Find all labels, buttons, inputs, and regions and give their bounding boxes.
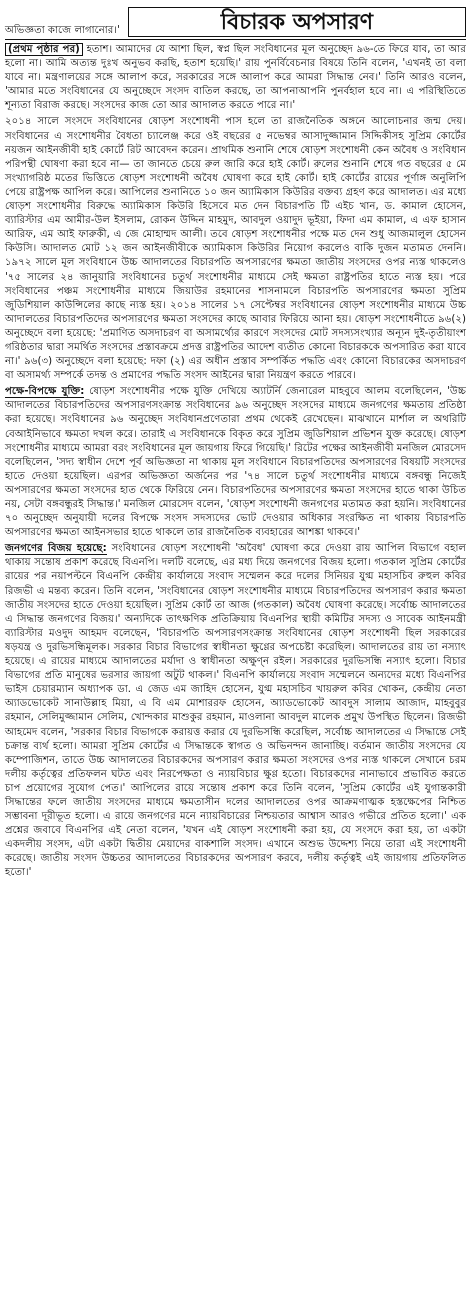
article-body	[5, 43, 466, 881]
article-headline: বিচারক অপসারণ	[128, 7, 466, 37]
paragraph-text: ষোড়শ সংশোধনীর পক্ষে যুক্তি দেখিয়ে অ্যাটর্নি জেনারেল মাহবুবে আলম বলেছিলেন, 'উচ্চ আদালতের বিচারপতিদের অপসারণসংক্রান্ত সংবিধানের ৯৬ অনুচ্ছেদ সংসদের মাধ্যমে জনগণের ক্ষমতায় প্রতিষ্ঠা করা হয়েছে। সংবিধানের ৯৬ অনুচ্ছেদ সংবিধানপ্রণেতারা প্রথম থেকেই রেখেছেন। মাঝখানে মার্শাল ল অথরিটি বেআইনিভাবে ক্ষমতা দখল করে। তারাই এ সংবিধানকে বিকৃত করে সুপ্রিম জুডিশিয়াল প্রভিশন যুক্ত করেছে। ষোড়শ সংশোধনীর মাধ্যমে আমরা বরং সংবিধানের মূল জায়গায় ফিরে গিয়েছি।' রিটের পক্ষের আইনজীবী মনজিল মোরসেদ বলেছিলেন, 'সদ্য স্বাধীন দেশে পূর্ব অভিজ্ঞতা না থাকায় মূল সংবিধানে বিচারপতিদের অপসারণের বিষয়টি সংসদের হাতে দেওয়া হয়েছিল। এরপর অভিজ্ঞতা অর্জনের পর '৭৪ সালে চতুর্থ সংশোধনীর মাধ্যমে বঙ্গবন্ধু নিজেই অপসারণের ক্ষমতা সংসদের হাত থেকে ফিরিয়ে নেন। বিচারপতিদের অপসারণের ক্ষমতা সংসদের হাতে থাকা উচিত নয়, সেটা বঙ্গবন্ধুরই সিদ্ধান্ত।' মনজিল মোরসেদ বলেন, 'ষোড়শ সংশোধনী জনগণের মতামত করা হয়নি। সংবিধানের ৭০ অনুচ্ছেদ অনুযায়ী দলের বিপক্ষে সংসদ সদস্যদের ভোট দেওয়ার অধিকার সংরক্ষিত না থাকায় বিচারপতি অপসারণের ক্ষমতা আইনসভার হাতে থাকলে তার রাজনৈতিক ব্যবহারের আশঙ্কা থাকবে।'	[5, 386, 466, 539]
paragraph: ২০১৪ সালে সংসদে সংবিধানের ষোড়শ সংশোধনী পাস হলে তা রাজনৈতিক অঙ্গনে আলোচনার জন্ম দেয়। সংবিধানের এ সংশোধনীর বৈধতা চ্যালেঞ্জ করে ওই বছরের ৫ নভেম্বর আসাদুজ্জামান সিদ্দিকীসহ সুপ্রিম কোর্টের নয়জন আইনজীবী হাই কোর্টে রিট আবেদন করেন। প্রাথমিক শুনানি শেষে ষোড়শ সংশোধনী কেন অবৈধ ও সংবিধান পরিপন্থী ঘোষণা করা হবে না— তা জানতে চেয়ে রুল জারি করে হাই কোর্ট। রুলের শুনানি শেষে গত বছরের ৫ মে সংখ্যাগরিষ্ঠ মতের ভিত্তিতে ষোড়শ সংশোধনী অবৈধ ঘোষণা করে হাই কোর্ট। হাই কোর্টের রায়ের পূর্ণাঙ্গ অনুলিপি পেয়ে রাষ্ট্রপক্ষ আপিল করে। আপিলের শুনানিতে ১০ জন অ্যামিকাস কিউরির বক্তব্য গ্রহণ করে আদালত। এর মধ্যে ষোড়শ সংশোধনীর বিরুদ্ধে অ্যামিকাস কিউরি হিসেবে মত দেন বিচারপতি টি এইচ খান, ড. কামাল হোসেন, ব্যারিস্টার এম আমীর-উল ইসলাম, রোকন উদ্দিন মাহমুদ, আবদুল ওয়াদুদ ভূইয়া, ফিদা এম কামাল, এ এফ হাসান আরিফ, এম আই ফারুকী, এ জে মোহাম্মদ আলী। তবে ষোড়শ সংশোধনীর পক্ষে মত দেন শুধু আজমালুল হোসেন কিউসি। আদালত মোট ১২ জন আইনজীবীকে অ্যামিকাস কিউরির নিয়োগ করলেও বাকি দুজন মতামত দেননি। ১৯৭২ সালে মূল সংবিধানে উচ্চ আদালতের বিচারপতি অপসারণের ক্ষমতা জাতীয় সংসদের ওপর ন্যস্ত থাকলেও '৭৫ সালের ২৪ জানুয়ারি সংবিধানের চতুর্থ সংশোধনীর মাধ্যমে সেই ক্ষমতা রাষ্ট্রপতির হাতে ন্যস্ত হয়। পরে সংবিধানের পঞ্চম সংশোধনীর মাধ্যমে জিয়াউর রহমানের শাসনামলে বিচারপতি অপসারণের ক্ষমতা সুপ্রিম জুডিশিয়াল কাউন্সিলের কাছে ন্যস্ত হয়। ২০১৪ সালের ১৭ সেপ্টেম্বর সংবিধানের ষোড়শ সংশোধনীর মাধ্যমে উচ্চ আদালতের বিচারপতিদের অপসারণের ক্ষমতা সংসদের কাছে আবার ফিরিয়ে আনা হয়। ষোড়শ সংশোধনীতে ৯৬(২) অনুচ্ছেদে বলা হয়েছে: 'প্রমাণিত অসদাচরণ বা অসামর্থ্যের কারণে সংসদের মোট সদস্যসংখ্যার অন্যূন দুই-তৃতীয়াংশ গরিষ্ঠতার দ্বারা সমর্থিত সংসদের প্রস্তাবক্রমে প্রদত্ত রাষ্ট্রপতির আদেশ ব্যতীত কোনো বিচারককে অপসারিত করা যাবে না।' ৯৬(৩) অনুচ্ছেদে বলা হয়েছে: দফা (২) এর অধীন প্রস্তাব সম্পর্কিত পদ্ধতি এবং কোনো বিচারকের অসদাচরণ বা অসামর্থ্য সম্পর্কে তদন্ত ও প্রমাণের পদ্ধতি সংসদ আইনের দ্বারা নিয়ন্ত্রণ করতে পারবে।	[5, 116, 466, 382]
header-divider	[5, 39, 466, 40]
paragraph	[5, 542, 466, 880]
header-row	[5, 3, 466, 37]
continuation-label: (প্রথম পৃষ্ঠার পর)	[5, 43, 83, 56]
subheading: জনগণের বিজয় হয়েছে:	[5, 543, 107, 555]
previous-article-tail: অভিজ্ঞতা কাজে লাগানোর।'	[5, 25, 120, 36]
paragraph	[5, 385, 466, 540]
paragraph-text: সংবিধানের ষোড়শ সংশোধনী 'অবৈধ' ঘোষণা করে দেওয়া রায় আপিল বিভাগে বহাল থাকায় সন্তোষ প্রকাশ করেছে বিএনপি। দলটি বলেছে, এর মধ্য দিয়ে জনগণের বিজয় হলো। গতকাল সুপ্রিম কোর্টের রায়ের পর নয়াপল্টনে বিএনপি কেন্দ্রীয় কার্যালয়ে সংবাদ সম্মেলন করে দলের সিনিয়র যুগ্ম মহাসচিব রুহুল কবির রিজভী এ মন্তব্য করেন। তিনি বলেন, 'সংবিধানের ষোড়শ সংশোধনীর মাধ্যমে বিচারপতিদের অপসারণ করার ক্ষমতা জাতীয় সংসদের হাতে দেওয়া হয়েছিল। সুপ্রিম কোর্ট তা আজ (গতকাল) অবৈধ ঘোষণা করেছে। সর্বোচ্চ আদালতের এ সিদ্ধান্ত জনগণের বিজয়।' অন্যদিকে তাৎক্ষণিক প্রতিক্রিয়ায় বিএনপির স্থায়ী কমিটির সদস্য ও সাবেক আইনমন্ত্রী ব্যারিস্টার মওদুদ আহমদ বলেছেন, 'বিচারপতি অপসারণসংক্রান্ত সংবিধানের ষোড়শ সংশোধনী ছিল সরকারের ষড়যন্ত্র ও দুরভিসন্ধিমূলক। সরকার বিচার বিভাগের স্বাধীনতা ক্ষুণ্ণের অপচেষ্টা করেছিল। আদালতের রায় তা নস্যাৎ হয়েছে। এ রায়ের মাধ্যমে আদালতের মর্যাদা ও স্বাধীনতা অক্ষুণ্ন রইল। সরকারের দুরভিসন্ধি নস্যাৎ হলো। বিচার বিভাগের প্রতি মানুষের ভরসার জায়গা অটুট থাকল।' বিএনপি কার্যালয়ে সংবাদ সম্মেলনে অন্যদের মধ্যে বিএনপির ভাইস চেয়ারম্যান অধ্যাপক ডা. এ জেড এম জাহিদ হোসেন, যুগ্ম মহাসচিব খায়রুল কবির খোকন, কেন্দ্রীয় নেতা অ্যাডভোকেট সানাউল্লাহ মিয়া, এ বি এম মোশাররফ হোসেন, অ্যাডভোকেট আবদুস সালাম আজাদ, মাহবুবুর রহমান, সেলিমুজ্জামান সেলিম, খোন্দকার মাশুকুর রহমান, মাওলানা আবদুল মালেক প্রমুখ উপস্থিত ছিলেন। রিজভী আহমেদ বলেন, 'সরকার বিচার বিভাগকে করায়ত্ত করার যে দুরভিসন্ধি করেছিল, সর্বোচ্চ আদালতের এ সিদ্ধান্তে সেই চক্রান্ত ব্যর্থ হলো। আমরা সুপ্রিম কোর্টের এ সিদ্ধান্তকে স্বাগত ও অভিনন্দন জানাচ্ছি। বর্তমান জাতীয় সংসদের যে কম্পোজিশন, তাতে উচ্চ আদালতের বিচারকদের অপসারণ করার ক্ষমতা সংসদের ওপর ন্যস্ত থাকলে সেখানে চরম দলীয় কর্তৃত্বের প্রতিফলন ঘটত এবং নিরপেক্ষতা ও ন্যায়বিচার ক্ষুণ্ণ হতো। বিচারকদের নানাভাবে প্রভাবিত করতে চাপ প্রয়োগের সুযোগ পেত।' আপিলের রায়ে সন্তোষ প্রকাশ করে তিনি বলেন, 'সুপ্রিম কোর্টের এই যুগান্তকারী সিদ্ধান্তের ফলে জাতীয় সংসদের মাধ্যমে ক্ষমতাসীন দলের আদালতের ওপর আক্রমণাত্মক হস্তক্ষেপের নিশ্চিত সম্ভাবনা দূরীভূত হলো। এ রায়ে জনগণের মনে ন্যায়বিচারের নিশ্চয়তার আশ্বাস আরও গভীরে প্রতিত হলো।' এক প্রশ্নের জবাবে বিএনপির এই নেতা বলেন, 'যখন এই ষোড়শ সংশোধনী করা হয়, যে সংসদে করা হয়, তা একটা একদলীয় সংসদ, এটা একটা দ্বিতীয় মেয়াদের বাকশালি সংসদ। এখানে অশুভ উদ্দেশ্য নিয়ে তারা এই সংশোধনী করেছে। জাতীয় সংসদ উচ্চতর আদালতের বিচারকদের অপসারণ করবে, দলীয় কর্তৃত্বই এই জায়গায় প্রতিফলিত হতো।'	[5, 543, 466, 879]
paragraph-text: হতাশ। আমাদের যে আশা ছিল, স্বপ্ন ছিল সংবিধানের মূল অনুচ্ছেদ ৯৬-তে ফিরে যাব, তা আর হলো না। আমি অত্যন্ত দুঃখ অনুভব করছি, হতাশ হয়েছি।' রায় পুনর্বিবেচনার বিষয়ে তিনি বলেন, 'এখনই তা বলা যাবে না। মন্ত্রণালয়ের সঙ্গে আলাপ করে, সরকারের সঙ্গে আলাপ করে আমরা সিদ্ধান্ত নেব।' তিনি আরও বলেন, 'আমার মতে সংবিধানের যে অনুচ্ছেদে সংসদ বাতিল করছে, তা আপনাআপনি পুনর্বহাল হবে না। এ পরিস্থিতিতে শূন্যতা বিরাজ করছে। সংসদের কাজ তো আর আদালত করতে পারে না।'	[5, 44, 466, 112]
subheading: পক্ষে-বিপক্ষে যুক্তি:	[5, 386, 85, 398]
paragraph	[5, 43, 466, 113]
